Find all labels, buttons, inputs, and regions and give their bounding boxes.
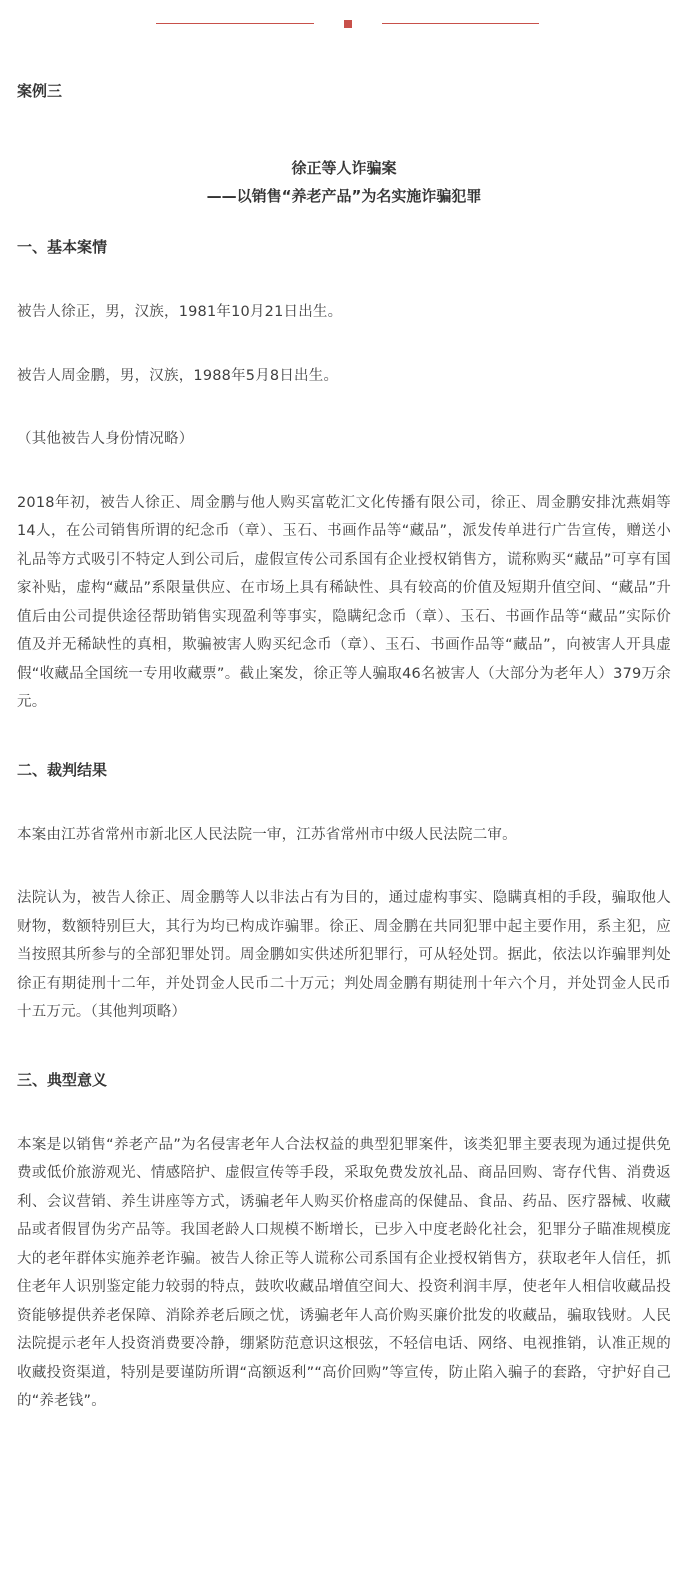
- case-label: 案例三: [17, 82, 63, 100]
- section-heading-verdict: 二、裁判结果: [17, 760, 108, 779]
- paragraph-defendant-1: 被告人徐正，男，汉族，1981年10月21日出生。: [17, 304, 343, 320]
- article-subtitle: ——以销售“养老产品”为名实施诈骗犯罪: [206, 187, 482, 205]
- section-heading-significance: 三、典型意义: [17, 1070, 108, 1089]
- article-body: [17, 80, 671, 1416]
- divider-line-right: [382, 23, 539, 24]
- divider-line-left: [156, 23, 314, 24]
- divider-square-icon: [344, 20, 352, 28]
- paragraph-court-opinion: 法院认为，被告人徐正、周金鹏等人以非法占有为目的，通过虚构事实、隐瞒真相的手段，骗取他人财物，数额特别巨大，其行为均已构成诈骗罪。徐正、周金鹏在共同犯罪中起主要作用，系主犯，应当按照其所参与的全部犯罪处罚。周金鹏如实供述所犯罪行，可从轻处罚。据此，依法以诈骗罪判处徐正有期徒刑十二年，并处罚金人民币二十万元；判处周金鹏有期徒刑十年六个月，并处罚金人民币十五万元。（其他判项略）: [17, 890, 671, 1020]
- paragraph-defendant-2: 被告人周金鹏，男，汉族，1988年5月8日出生。: [17, 367, 339, 384]
- paragraph-others-omitted: （其他被告人身份情况略）: [17, 431, 194, 447]
- top-divider: [0, 17, 687, 31]
- paragraph-significance: 本案是以销售“养老产品”为名侵害老年人合法权益的典型犯罪案件，该类犯罪主要表现为通过提供免费或低价旅游观光、情感陪护、虚假宣传等手段，采取免费发放礼品、商品回购、寄存代售、消费返利、会议营销、养生讲座等方式，诱骗老年人购买价格虚高的保健品、食品、药品、医疗器械、收藏品或者假冒伪劣产品等。我国老龄人口规模不断增长，已步入中度老龄化社会，犯罪分子瞄准规模庞大的老年群体实施养老诈骗。被告人徐正等人谎称公司系国有企业授权销售方，获取老年人信任，抓住老年人识别鉴定能力较弱的特点，鼓吹收藏品增值空间大、投资利润丰厚，使老年人相信收藏品投资能够提供养老保障、消除养老后顾之忧，诱骗老年人高价购买廉价批发的收藏品，骗取钱财。人民法院提示老年人投资消费要冷静，绷紧防范意识这根弦，不轻信电话、网络、电视推销，认准正规的收藏投资渠道，特别是要谨防所谓“高额返利”“高价回购”等宣传，防止陷入骗子的套路，守护好自己的“养老钱”。: [17, 1136, 671, 1409]
- paragraph-trial-courts: 本案由江苏省常州市新北区人民法院一审，江苏省常州市中级人民法院二审。: [17, 826, 517, 843]
- section-heading-basic: 一、基本案情: [17, 238, 108, 256]
- article-title: 徐正等人诈骗案: [291, 159, 397, 177]
- article-title-block: [17, 154, 671, 210]
- paragraph-case-facts: 2018年初，被告人徐正、周金鹏与他人购买富乾汇文化传播有限公司，徐正、周金鹏安排沈燕娟等14人，在公司销售所谓的纪念币（章）、玉石、书画作品等“藏品”，派发传单进行广告宣传，赠送小礼品等方式吸引不特定人到公司后，虚假宣传公司系国有企业授权销售方，谎称购买“藏品”可享有国家补贴，虚构“藏品”系限量供应、在市场上具有稀缺性、具有较高的价值及短期升值空间、“藏品”升值后由公司提供途径帮助销售实现盈利等事实，隐瞒纪念币（章）、玉石、书画作品等“藏品”实际价值及并无稀缺性的真相，欺骗被害人购买纪念币（章）、玉石、书画作品等“藏品”，向被害人开具虚假“收藏品全国统一专用收藏票”。截止案发，徐正等人骗取46名被害人（大部分为老年人）379万余元。: [17, 494, 671, 710]
